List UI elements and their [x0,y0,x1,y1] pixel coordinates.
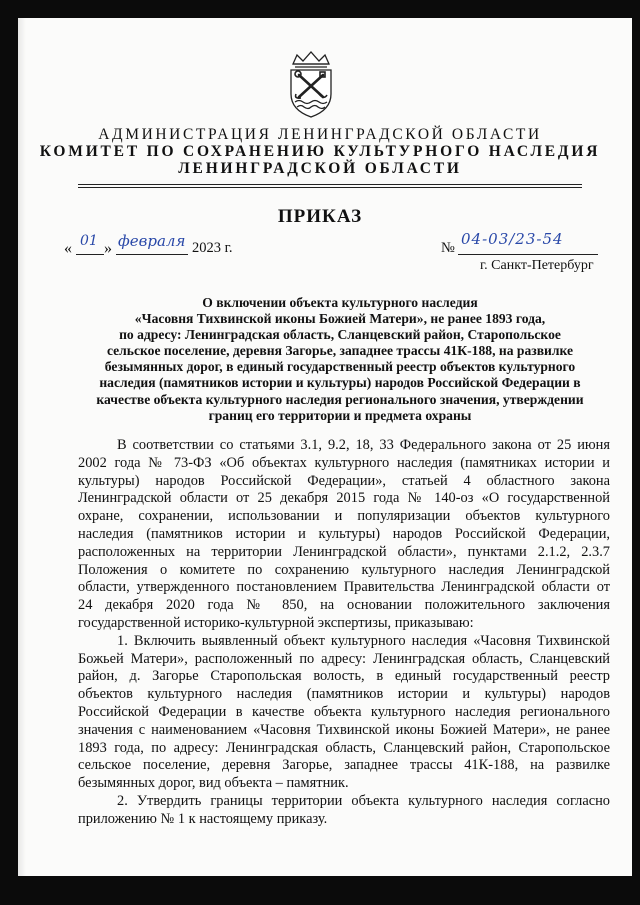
body-line: Российской Федерации в качестве объекта культурного наследия регионального [78,703,610,720]
body-line: сельское поселение, деревня Загорье, западнее трассы 41К-188, на развилке [78,757,610,774]
date-open-quote: « [64,240,72,257]
order-number: 04-03/23-54 [461,230,564,248]
body-line: культуры) народов Российской Федерации», статьей 4 областного закона [78,472,610,489]
order-body [78,437,610,829]
body-line: Положения о комитете по сохранению культурного наследия Ленинградской [78,561,610,578]
subject-line: сельское поселение, деревня Загорье, западнее трассы 41К-188, на развилке [106,343,574,359]
subject-line: границ его территории и предмета охраны [208,407,472,423]
body-line: значения с наименованием «Часовня Тихвинской иконы Божией Матери», не ранее [78,721,610,738]
date-close-quote: » [104,240,112,257]
subject-line: качестве объекта культурного наследия регионального значения, утверждении [96,391,584,407]
number-sign: № [441,240,455,256]
header-rule-bottom [78,187,582,188]
body-line: Ленинградской области от 25 декабря 2015 года № 140-оз «О государственной [78,490,610,507]
body-line: наследия (памятников истории и культуры) народов Российской Федерации, [78,525,610,542]
document-title: ПРИКАЗ [277,206,363,227]
subject-line: О включении объекта культурного наследия [202,295,478,310]
body-line: приложению № 1 к настоящему приказу. [78,810,328,827]
order-subject [50,295,630,424]
subject-line: по адресу: Ленинградская область, Сланцевский район, Старопольское [119,327,561,343]
body-line: объектов культурного наследия (памятников истории и культуры) народов [78,686,610,703]
body-line: безымянных дорог, вид объекта – памятник. [78,775,349,792]
subject-line: безымянных дорог, в единый государственный реестр объектов культурного [104,359,576,375]
body-line: Божьей Матери», расположенный по адресу: Ленинградская область, Сланцевский [78,650,610,667]
coat-of-arms-icon [285,50,337,120]
subject-line: наследия (памятников истории и культуры) народов Российской Федерации в [99,375,581,391]
date-month-underline [116,254,188,255]
subject-line: «Часовня Тихвинской иконы Божией Матери», не ранее 1893 года, [134,311,546,327]
body-line: В соответствии со статьями 3.1, 9.2, 18, 33 Федерального закона от 25 июня [117,437,610,453]
header-region: ЛЕНИНГРАДСКОЙ ОБЛАСТИ [178,160,462,177]
date-year: 2023 г. [192,240,233,256]
body-line: расположенных на территории Ленинградской области», пунктами 2.1.2, 2.3.7 [78,543,610,560]
header-rule-top [78,184,582,185]
body-line: район, д. Загорье Старопольская волость, в единый государственный реестр [78,668,610,685]
header-administration: АДМИНИСТРАЦИЯ ЛЕНИНГРАДСКОЙ ОБЛАСТИ [98,126,542,143]
body-line: 1. Включить выявленный объект культурного наследия «Часовня Тихвинской [117,632,610,649]
city: г. Санкт-Петербург [480,258,594,273]
body-line: охране, сохранении, использовании и популяризации объектов культурного [78,508,610,525]
number-underline [458,254,598,255]
date-day-underline [76,254,104,255]
body-line: 1893 года, по адресу: Ленинградская область, Сланцевский район, Старопольское [78,739,610,756]
body-line: 24 декабря 2020 года № 850, на основании положительного заключения [78,597,610,614]
date-day: 01 [80,233,98,249]
header-committee: КОМИТЕТ ПО СОХРАНЕНИЮ КУЛЬТУРНОГО НАСЛЕДИЯ [39,143,601,160]
body-line: области, утвержденного постановлением Правительства Ленинградской области от [78,579,610,596]
body-line: 2002 года № 73-ФЗ «Об объектах культурного наследия (памятниках истории и [78,454,610,471]
date-month: февраля [118,232,186,250]
body-line: государственной историко-культурной экспертизы, приказываю: [78,614,474,631]
body-line: 2. Утвердить границы территории объекта культурного наследия согласно [117,792,610,809]
